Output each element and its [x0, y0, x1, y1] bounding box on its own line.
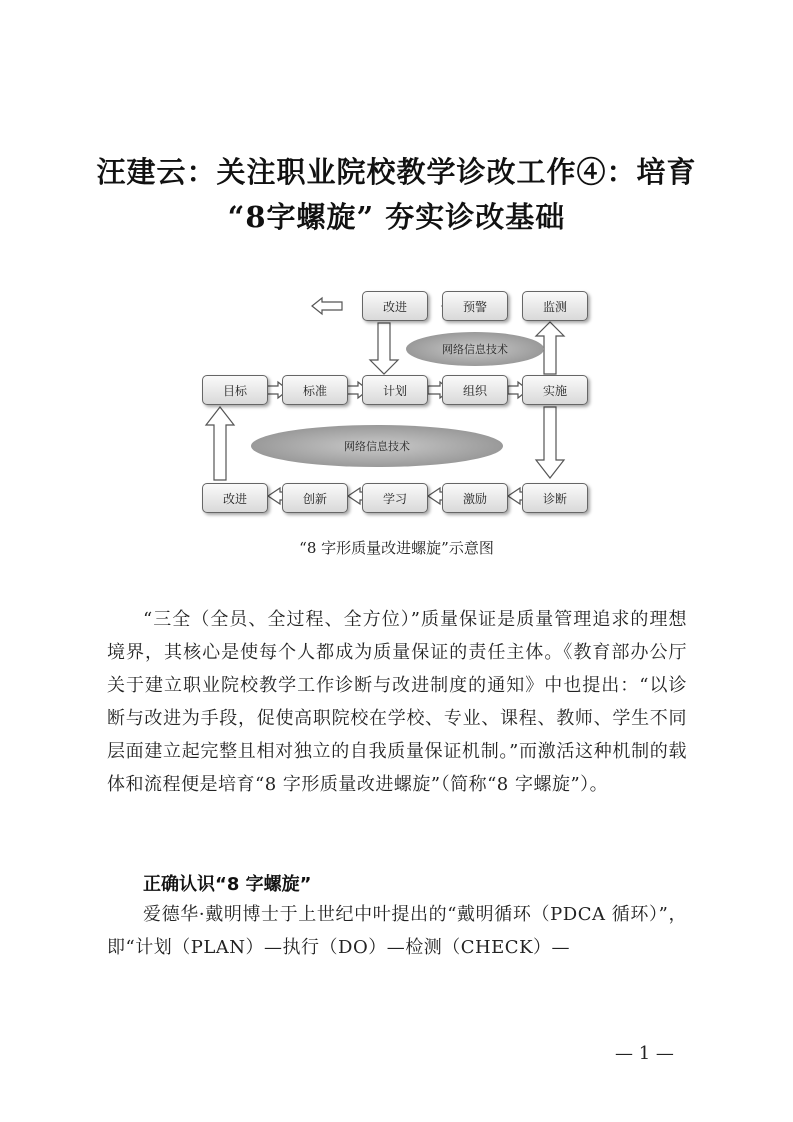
body-paragraph-1: “三全（全员、全过程、全方位）”质量保证是质量管理追求的理想境界，其核心是使每个人都成为质量保证的责任主体。《教育部办公厅关于建立职业院校教学工作诊断与改进制度的通知》中也提出：“以诊断与改进为手段，促使高职院校在学校、专业、课程、教师、学生不同层面建立起完整且相对独立的自我质量保证机制。”而激活这种机制的载体和流程便是培育“8 字形质量改进螺旋”（简称“8 字螺旋”）。 — [107, 609, 687, 795]
body-paragraph-2: 爱德华·戴明博士于上世纪中叶提出的“戴明循环（PDCA 循环）”，即“计划（PLAN）—执行（DO）—检测（CHECK）— — [107, 904, 687, 958]
arrow-up-improve-goal — [206, 407, 234, 480]
box-standard: 标准 — [282, 375, 348, 405]
arrow-top-1 — [312, 298, 342, 314]
box-bottom-improve: 改进 — [202, 483, 268, 513]
arrow-down-implement-diagnose — [536, 407, 564, 478]
box-motivate: 激励 — [442, 483, 508, 513]
figure-caption: “8 字形质量改进螺旋”示意图 — [299, 539, 494, 557]
box-organize: 组织 — [442, 375, 508, 405]
box-implement: 实施 — [522, 375, 588, 405]
box-warning: 预警 — [442, 291, 508, 321]
box-learn: 学习 — [362, 483, 428, 513]
page-title-line-2: “8字螺旋” 夯实诊改基础 — [227, 200, 566, 234]
page-number: — 1 — — [615, 1043, 674, 1064]
ellipse-network-it-large: 网络信息技术 — [251, 425, 503, 467]
box-monitor: 监测 — [522, 291, 588, 321]
box-top-improve: 改进 — [362, 291, 428, 321]
box-goal: 目标 — [202, 375, 268, 405]
box-diagnose: 诊断 — [522, 483, 588, 513]
box-plan: 计划 — [362, 375, 428, 405]
quality-spiral-diagram — [196, 280, 596, 520]
page-title-line-1: 汪建云：关注职业院校教学诊改工作④：培育 — [96, 155, 697, 189]
section-heading: 正确认识“8 字螺旋” — [143, 874, 312, 895]
ellipse-network-it-small: 网络信息技术 — [406, 332, 544, 366]
arrow-down-improve-plan — [370, 323, 398, 374]
box-innovate: 创新 — [282, 483, 348, 513]
